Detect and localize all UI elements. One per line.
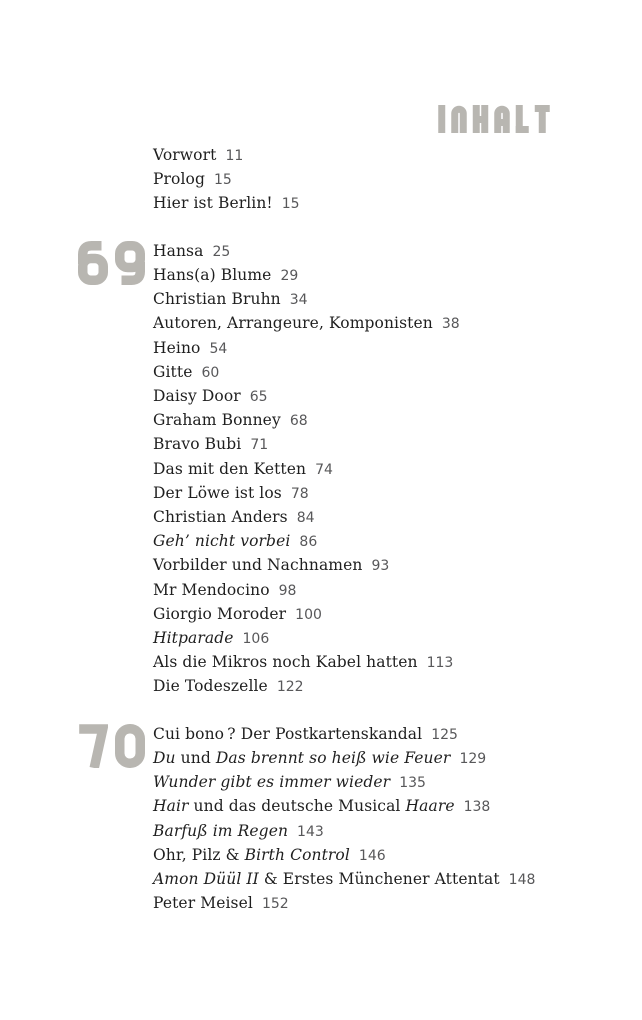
entry-page-number: 71	[250, 437, 269, 454]
entry-title: Cui bono ? Der Postkartenskandal	[153, 724, 423, 743]
entry-title: Wunder gibt es immer wieder	[153, 773, 391, 792]
entry-page-number: 146	[358, 847, 386, 864]
entry-title: Vorwort	[153, 146, 217, 164]
entry-page-number: 135	[399, 775, 426, 792]
entry-page-number: 106	[242, 631, 270, 648]
entry-page-number: 25	[212, 243, 231, 260]
entry-page-number: 148	[508, 872, 536, 889]
entry-page-number: 29	[280, 268, 299, 284]
toc-entry	[153, 240, 603, 264]
toc-entry	[153, 892, 603, 916]
entry-title: Peter Meisel	[153, 894, 253, 913]
entry-title: Mr Mendocino	[153, 580, 270, 599]
toc-section-front-matter	[153, 144, 603, 217]
entry-title: Hitparade	[153, 629, 234, 648]
section-number	[78, 241, 145, 285]
entry-title: Daisy Door	[153, 387, 241, 406]
entry-title: Graham Bonney	[153, 411, 281, 430]
toc-entry	[153, 312, 603, 336]
entry-page-number: 98	[278, 582, 297, 599]
contents-heading-lettering	[438, 105, 550, 133]
toc-entry	[153, 723, 603, 747]
toc-entry	[153, 747, 603, 771]
entry-title: Autoren, Arrangeure, Komponisten	[153, 314, 433, 333]
entry-title: Hair und das deutsche Musical Haare	[153, 797, 455, 816]
toc-entry	[153, 554, 603, 578]
toc-entry	[153, 337, 603, 361]
entry-page-number: 74	[315, 461, 333, 478]
entry-page-number: 78	[290, 485, 309, 502]
entry-page-number: 86	[299, 534, 318, 551]
entry-title: Gitte	[153, 362, 193, 381]
toc-entry	[153, 868, 603, 892]
entry-title: Giorgio Moroder	[153, 604, 287, 623]
toc-entry	[153, 361, 603, 385]
toc-entry	[153, 820, 603, 844]
entry-title: Die Todeszelle	[153, 677, 268, 696]
entry-title: Heino	[153, 338, 201, 357]
section-number	[78, 724, 145, 768]
toc-entry	[153, 168, 603, 192]
entry-page-number: 113	[426, 655, 454, 672]
toc-entry	[153, 506, 603, 530]
entry-title: Hansa	[153, 241, 204, 260]
toc-entry	[153, 144, 603, 168]
entry-title: Amon Düül II & Erstes Münchener Attentat	[153, 870, 500, 889]
toc-entry	[153, 844, 603, 868]
entry-page-number: 138	[463, 799, 491, 816]
toc-entry	[153, 795, 603, 819]
toc-entry	[153, 627, 603, 651]
toc-entry	[153, 264, 603, 288]
entry-page-number: 65	[249, 389, 268, 406]
entry-page-number: 11	[225, 148, 244, 164]
entry-page-number: 68	[289, 413, 308, 430]
toc-entry	[153, 579, 603, 603]
toc-entry	[153, 288, 603, 312]
entry-title: Barfuß im Regen	[153, 821, 289, 840]
entry-page-number: 93	[371, 558, 390, 575]
entry-page-number: 54	[209, 340, 228, 357]
entry-page-number: 125	[431, 726, 458, 743]
toc-section-69	[153, 240, 603, 700]
toc-entry	[153, 530, 603, 554]
contents-heading	[438, 105, 550, 133]
entry-page-number: 143	[297, 823, 324, 840]
entry-page-number: 122	[276, 679, 304, 696]
toc-entry	[153, 603, 603, 627]
entry-page-number: 38	[441, 316, 460, 333]
toc-entry	[153, 675, 603, 699]
entry-page-number: 60	[201, 364, 220, 381]
entry-title: Geh’ nicht vorbei	[153, 532, 291, 551]
toc-entry	[153, 771, 603, 795]
entry-title: Hans(a) Blume	[153, 266, 272, 284]
toc-entry	[153, 433, 603, 457]
entry-title: Als die Mikros noch Kabel hatten	[153, 653, 418, 672]
entry-title: Christian Anders	[153, 508, 288, 527]
table-of-contents	[153, 144, 603, 916]
entry-page-number: 129	[459, 751, 487, 768]
entry-page-number: 34	[289, 292, 308, 309]
entry-page-number: 84	[296, 510, 315, 527]
toc-entry	[153, 192, 603, 216]
entry-title: Du und Das brennt so heiß wie Feuer	[153, 749, 451, 768]
entry-page-number: 152	[261, 896, 289, 913]
entry-page-number: 100	[295, 606, 322, 623]
entry-title: Vorbilder und Nachnamen	[153, 556, 363, 575]
toc-entry	[153, 651, 603, 675]
toc-entry	[153, 482, 603, 506]
entry-title: Das mit den Ketten	[153, 459, 307, 478]
toc-entry	[153, 458, 603, 482]
entry-page-number: 15	[281, 196, 300, 213]
entry-title: Ohr, Pilz & Birth Control	[153, 845, 350, 864]
entry-title: Christian Bruhn	[153, 290, 281, 309]
entry-title: Bravo Bubi	[153, 435, 242, 454]
entry-page-number: 15	[213, 172, 232, 189]
entry-title: Prolog	[153, 170, 205, 189]
toc-section-70	[153, 723, 603, 917]
toc-entry	[153, 409, 603, 433]
toc-entry	[153, 385, 603, 409]
entry-title: Hier ist Berlin!	[153, 194, 273, 213]
entry-title: Der Löwe ist los	[153, 483, 282, 502]
